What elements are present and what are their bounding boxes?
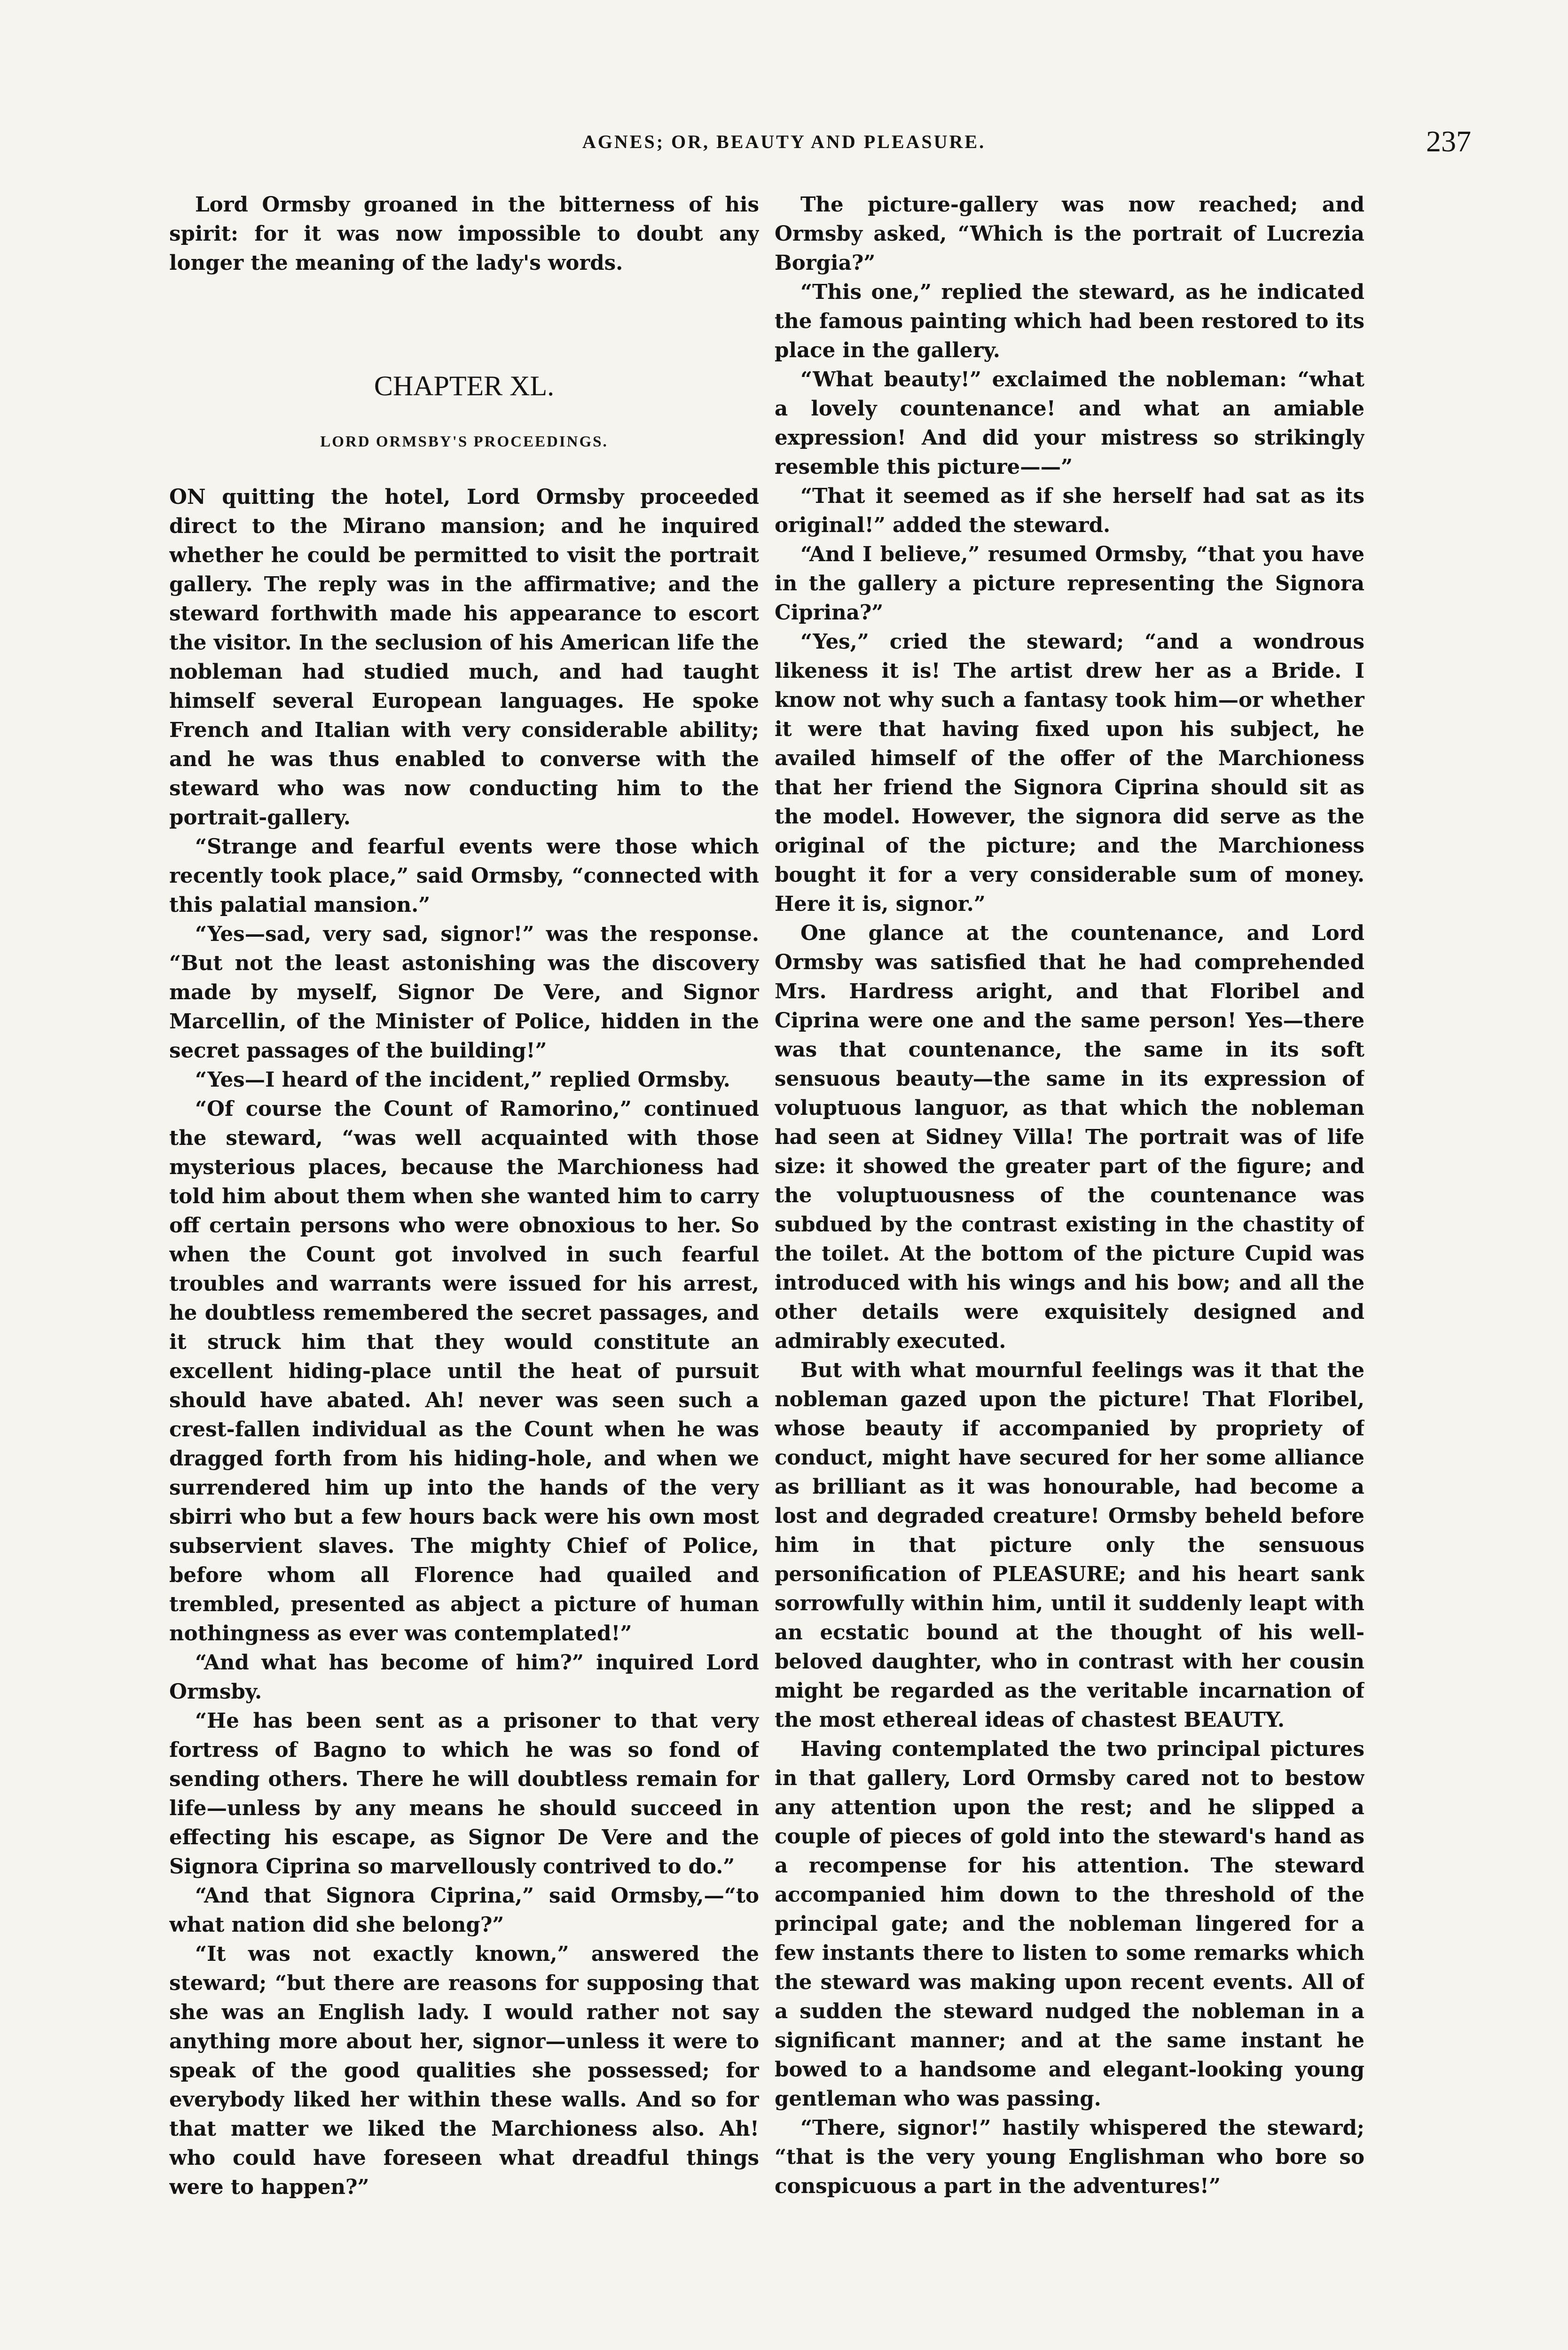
chapter-subtitle: LORD ORMSBY'S PROCEEDINGS. [320,433,608,450]
paragraph: “And what has become of him?” inquired Lord Ormsby. [169,1651,759,1704]
left-column [169,190,759,2270]
paragraph: ON quitting the hotel, Lord Ormsby proceeded direct to the Mirano mansion; and he inquired whether he could be permitted to visit the portrait gallery. The reply was in the affirmative; and the steward forthwith made his appearance to escort the visitor. In the seclusion of his American life the nobleman had studied much, and had taught himself several European languages. He spoke French and Italian with very considerable ability; and he was thus enabled to converse with the steward who was now conducting him to the portrait-gallery. [169,485,759,830]
paragraph: “This one,” replied the steward, as he indicated the famous painting which had been restored to its place in the gallery. [775,280,1364,362]
running-title: AGNES; OR, BEAUTY AND PLEASURE. [582,131,986,152]
paragraph: “Yes—I heard of the incident,” replied Ormsby. [195,1068,730,1092]
paragraph: “Of course the Count of Ramorino,” continued the steward, “was well acquainted with those mysterious places, because the Marchioness had told him about them when she wanted him to carry off certain persons who were obnoxious to her. So when the Count got involved in such fearful troubles and warrants were issued for his arrest, he doubtless remembered the secret passages, and it struck him that they would constitute an excellent hiding-place until the heat of pursuit should have abated. Ah! never was seen such a crest-fallen individual as the Count when he was dragged forth from his hiding-hole, and when we surrendered him up into the hands of the very sbirri who but a few hours back were his own most subservient slaves. The mighty Chief of Police, before whom all Florence had quailed and trembled, presented as abject a picture of human nothingness as ever was contemplated!” [169,1097,759,1645]
paragraph: “It was not exactly known,” answered the steward; “but there are reasons for supposing that she was an English lady. I would rather not say anything more about her, signor—unless it were to speak of the good qualities she possessed; for everybody liked her within these walls. And so for that matter we liked the Marchioness also. Ah! who could have foreseen what dreadful things were to happen?” [169,1942,759,2199]
paragraph: “There, signor!” hastily whispered the steward; “that is the very young Englishman who bore so conspicuous a part in the adventures!” [775,2116,1364,2198]
paragraph: Having contemplated the two principal pictures in that gallery, Lord Ormsby cared not to bestow any attention upon the rest; and he slipped a couple of pieces of gold into the steward's hand as a recompense for his attention. The steward accompanied him down to the threshold of the principal gate; and the nobleman lingered for a few instants there to listen to some remarks which the steward was making upon recent events. All of a sudden the steward nudged the nobleman in a significant manner; and at the same instant he bowed to a handsome and elegant-looking young gentleman who was passing. [775,1737,1364,2111]
right-column [775,190,1364,2270]
paragraph: But with what mournful feelings was it that the nobleman gazed upon the picture! That Floribel, whose beauty if accompanied by propriety of conduct, might have secured for her some alliance as brilliant as it was honourable, had become a lost and degraded creature! Ormsby beheld before him in that picture only the sensuous personification of PLEASURE; and his heart sank sorrowfully within him, until it suddenly leapt with an ecstatic bound at the thought of his well-beloved daughter, who in contrast with her cousin might be regarded as the veritable incarnation of the most ethereal ideas of chastest BEAUTY. [775,1358,1364,1732]
paragraph: One glance at the countenance, and Lord Ormsby was satisfied that he had comprehended Mrs. Hardress aright, and that Floribel and Ciprina were one and the same person! Yes—there was that countenance, the same in its soft sensuous beauty—the same in its expression of voluptuous languor, as that which the nobleman had seen at Sidney Villa! The portrait was of life size: it showed the greater part of the figure; and the voluptuousness of the countenance was subdued by the contrast existing in the chastity of the toilet. At the bottom of the picture Cupid was introduced with his wings and his bow; and all the other details were exquisitely designed and admirably executed. [775,921,1364,1353]
paragraph: Lord Ormsby groaned in the bitterness of his spirit: for it was now impossible to doubt any longer the meaning of the lady's words. [169,193,759,275]
paragraph: “Strange and fearful events were those which recently took place,” said Ormsby, “connected with this palatial mansion.” [169,835,759,917]
paragraph: “Yes,” cried the steward; “and a wondrous likeness it is! The artist drew her as a Bride. I know not why such a fantasy took him—or whether it were that having fixed upon his subject, he availed himself of the offer of the Marchioness that her friend the Signora Ciprina should sit as the model. However, the signora did serve as the original of the picture; and the Marchioness bought it for a very considerable sum of money. Here it is, signor.” [775,630,1364,916]
chapter-heading: CHAPTER XL. [374,370,555,401]
page-number: 237 [1426,125,1471,158]
paragraph: “Yes—sad, very sad, signor!” was the response. “But not the least astonishing was the discovery made by myself, Signor De Vere, and Signor Marcellin, of the Minister of Police, hidden in the secret passages of the building!” [169,922,759,1063]
paragraph: “What beauty!” exclaimed the nobleman: “what a lovely countenance! and what an amiable expression! And did your mistress so strikingly resemble this picture——” [775,368,1364,479]
paragraph: “He has been sent as a prisoner to that very fortress of Bagno to which he was so fond of sending others. There he will doubtless remain for life—unless by any means he should succeed in effecting his escape, as Signor De Vere and the Signora Ciprina so marvellously contrived to do.” [169,1709,759,1879]
paragraph: “And that Signora Ciprina,” said Ormsby,—“to what nation did she belong?” [169,1884,759,1937]
paragraph: The picture-gallery was now reached; and Ormsby asked, “Which is the portrait of Lucrezia Borgia?” [775,193,1364,275]
paragraph: “That it seemed as if she herself had sat as its original!” added the steward. [775,484,1364,537]
paragraph: “And I believe,” resumed Ormsby, “that you have in the gallery a picture representing the Signora Ciprina?” [775,542,1364,625]
